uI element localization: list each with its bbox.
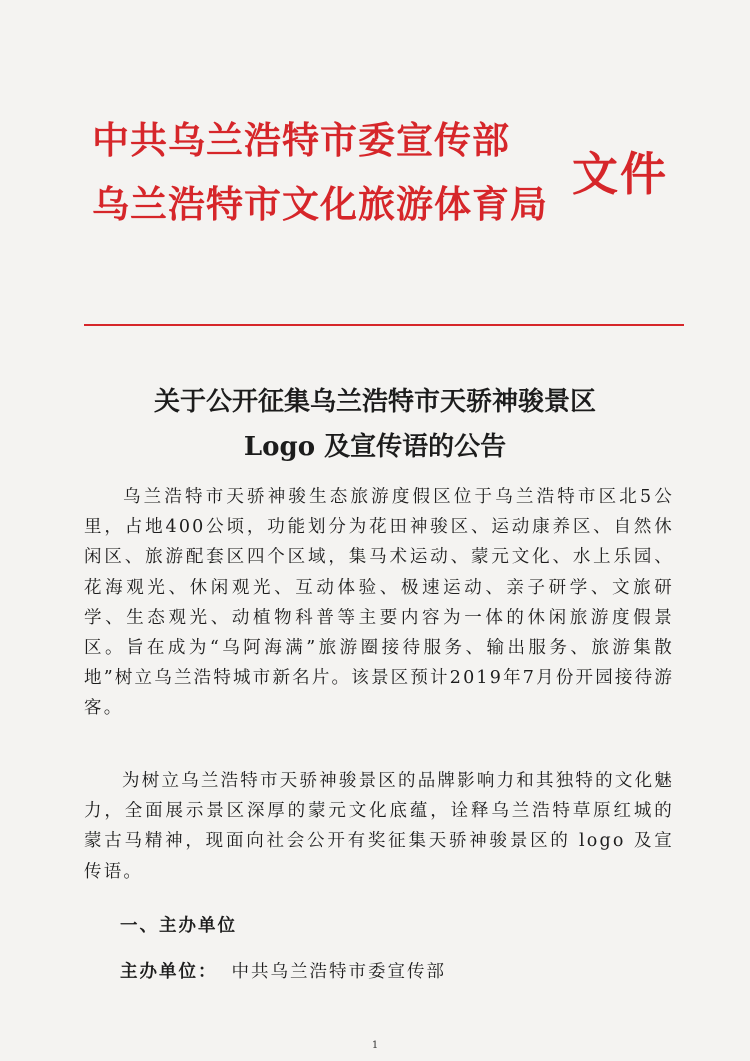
organizer-value: 中共乌兰浩特市委宣传部 bbox=[231, 962, 446, 982]
issuer-propaganda-department: 中共乌兰浩特市委宣传部 bbox=[92, 118, 510, 162]
body-paragraph-2-text: 为树立乌兰浩特市天骄神骏景区的品牌影响力和其独特的文化魅力，全面展示景区深厚的蒙元文化底蕴，诠释乌兰浩特草原红城的蒙古马精神，现面向社会公开有奖征集天骄神骏景区的 logo 及宣传语。 bbox=[84, 771, 674, 882]
body-paragraph-2 bbox=[84, 766, 674, 887]
announcement-title-line1: 关于公开征集乌兰浩特市天骄神骏景区 bbox=[153, 387, 596, 417]
issuer-culture-tourism-bureau: 乌兰浩特市文化旅游体育局 bbox=[92, 182, 548, 226]
body-paragraph-1-text: 乌兰浩特市天骄神骏生态旅游度假区位于乌兰浩特市区北5公里，占地400公顷，功能划分为花田神骏区、运动康养区、自然休闲区、旅游配套区四个区域，集马术运动、蒙元文化、水上乐园、花海观光、休闲观光、互动体验、极速运动、亲子研学、文旅研学、生态观光、动植物科普等主要内容为一体的休闲旅游度假景区。旨在成为“乌阿海满”旅游圈接待服务、输出服务、旅游集散地”树立乌兰浩特城市新名片。该景区预计2019年7月份开园接待游客。 bbox=[84, 487, 675, 719]
section-heading-organizer: 一、主办单位 bbox=[120, 916, 237, 936]
announcement-title-line2: Logo 及宣传语的公告 bbox=[243, 432, 507, 462]
page-number: 1 bbox=[371, 1040, 379, 1051]
organizer-label: 主办单位： bbox=[120, 962, 218, 982]
red-header-divider bbox=[84, 324, 684, 326]
document-type-label: 文件 bbox=[572, 147, 668, 201]
organizer-row bbox=[120, 958, 446, 983]
body-paragraph-1 bbox=[84, 482, 674, 724]
issuing-organizations bbox=[92, 108, 548, 236]
